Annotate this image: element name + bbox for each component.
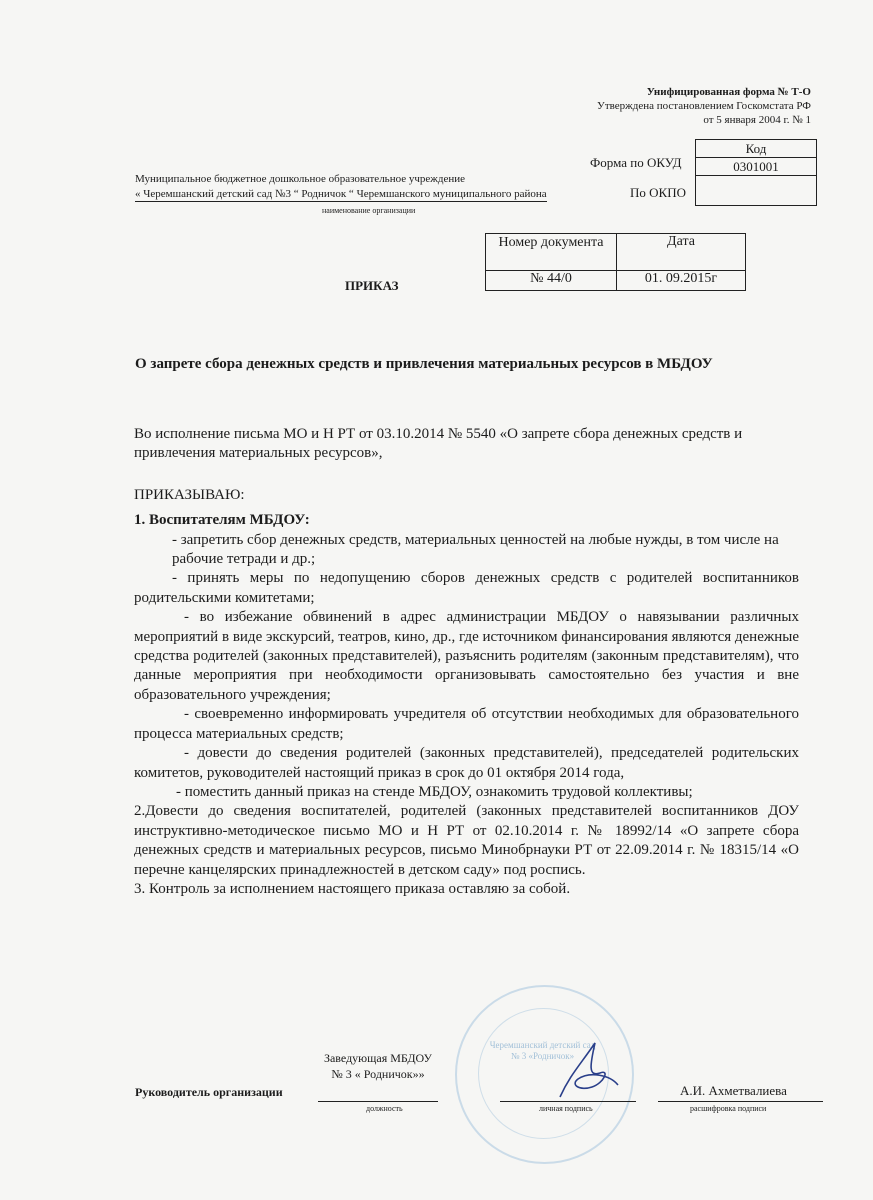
- number-value: № 44/0: [486, 271, 617, 291]
- item-2: 2.Довести до сведения воспитателей, родителей (законных представителей воспитанников ДОУ инструктивно-методическое письмо МО и Н РТ от 02.10.2014 г. № 18992/14 «О запрете сбора денежных средств и материальных ресурсов, письмо Минобрнауки РТ от 22.09.2014 г. № 18315/14 «О перечне канцелярских принадлежностей в детском саду» под роспись.: [134, 803, 799, 878]
- approval-date: от 5 января 2004 г. № 1: [703, 114, 811, 126]
- name-line: [658, 1101, 823, 1102]
- code-header: Код: [696, 140, 817, 158]
- stamp-text: Черемшанский детский сад № 3 «Родничок»: [489, 1040, 596, 1061]
- codes-table: [695, 139, 817, 206]
- approval-line: Утверждена постановлением Госкомстата РФ: [597, 100, 811, 112]
- order-word: ПРИКАЗЫВАЮ:: [134, 486, 245, 503]
- section-1-item: - во избежание обвинений в адрес администрации МБДОУ о навязывании различных мероприятий в виде экскурсий, театров, кино, др., где источником финансирования являются денежные средства родителей (законных представителей), разъяснить родителям (законным представителям), что данные мероприятия при необходимости организовывать самостоятельно без участия и вне образовательного учреждения;: [134, 609, 799, 703]
- preamble: Во исполнение письма МО и Н РТ от 03.10.2014 № 5540 «О запрете сбора денежных средств и привлечения материальных ресурсов»,: [134, 426, 743, 462]
- section-1-item: - запретить сбор денежных средств, материальных ценностей на любые нужды, в том числе на рабочие тетради и др.;: [172, 531, 779, 568]
- handwritten-signature: [540, 1035, 630, 1105]
- organization-line-1: Муниципальное бюджетное дошкольное образовательное учреждение: [135, 173, 465, 185]
- signer-name: А.И. Ахметвалиева: [680, 1083, 787, 1098]
- item-3: 3. Контроль за исполнением настоящего приказа оставляю за собой.: [134, 880, 571, 897]
- organization-line-2: « Черемшанский детский сад №3 “ Родничок “ Черемшанского муниципального района: [135, 188, 547, 200]
- organization-caption: наименование организации: [322, 206, 416, 215]
- section-1-title: 1. Воспитателям МБДОУ:: [134, 512, 310, 529]
- okud-label: Форма по ОКУД: [590, 155, 682, 170]
- section-1-item: - своевременно информировать учредителя об отсутствии необходимых для образовательного процесса материальных средств;: [134, 706, 799, 742]
- signature-label: Руководитель организации: [135, 1085, 283, 1099]
- form-name: Унифицированная форма № Т-О: [646, 86, 811, 98]
- name-caption: расшифровка подписи: [690, 1104, 767, 1113]
- okpo-value: [696, 176, 817, 206]
- signer-position: Заведующая МБДОУ № 3 « Родничок»»: [323, 1051, 433, 1081]
- okpo-label: По ОКПО: [630, 185, 686, 200]
- okud-value: 0301001: [696, 158, 817, 176]
- position-caption: должность: [366, 1104, 403, 1113]
- document-type: ПРИКАЗ: [345, 278, 399, 293]
- date-value: 01. 09.2015г: [617, 271, 746, 291]
- date-header: Дата: [617, 234, 746, 271]
- order-title: О запрете сбора денежных средств и привлечения материальных ресурсов в МБДОУ: [135, 356, 713, 372]
- order-body: [134, 425, 799, 899]
- document-number-table: [485, 233, 746, 291]
- section-1-item: - поместить данный приказ на стенде МБДОУ, ознакомить трудовой коллективы;: [176, 783, 693, 800]
- signature-caption: личная подпись: [539, 1104, 593, 1113]
- number-header: Номер документа: [486, 234, 617, 271]
- section-1-item: - принять меры по недопущению сборов денежных средств с родителей воспитанников родительскими комитетами;: [134, 570, 799, 606]
- section-1-item: - довести до сведения родителей (законных представителей), председателей родительских комитетов, руководителей настоящий приказ в срок до 01 октября 2014 года,: [134, 745, 799, 781]
- position-line: [318, 1101, 438, 1102]
- signature-line: [500, 1101, 636, 1102]
